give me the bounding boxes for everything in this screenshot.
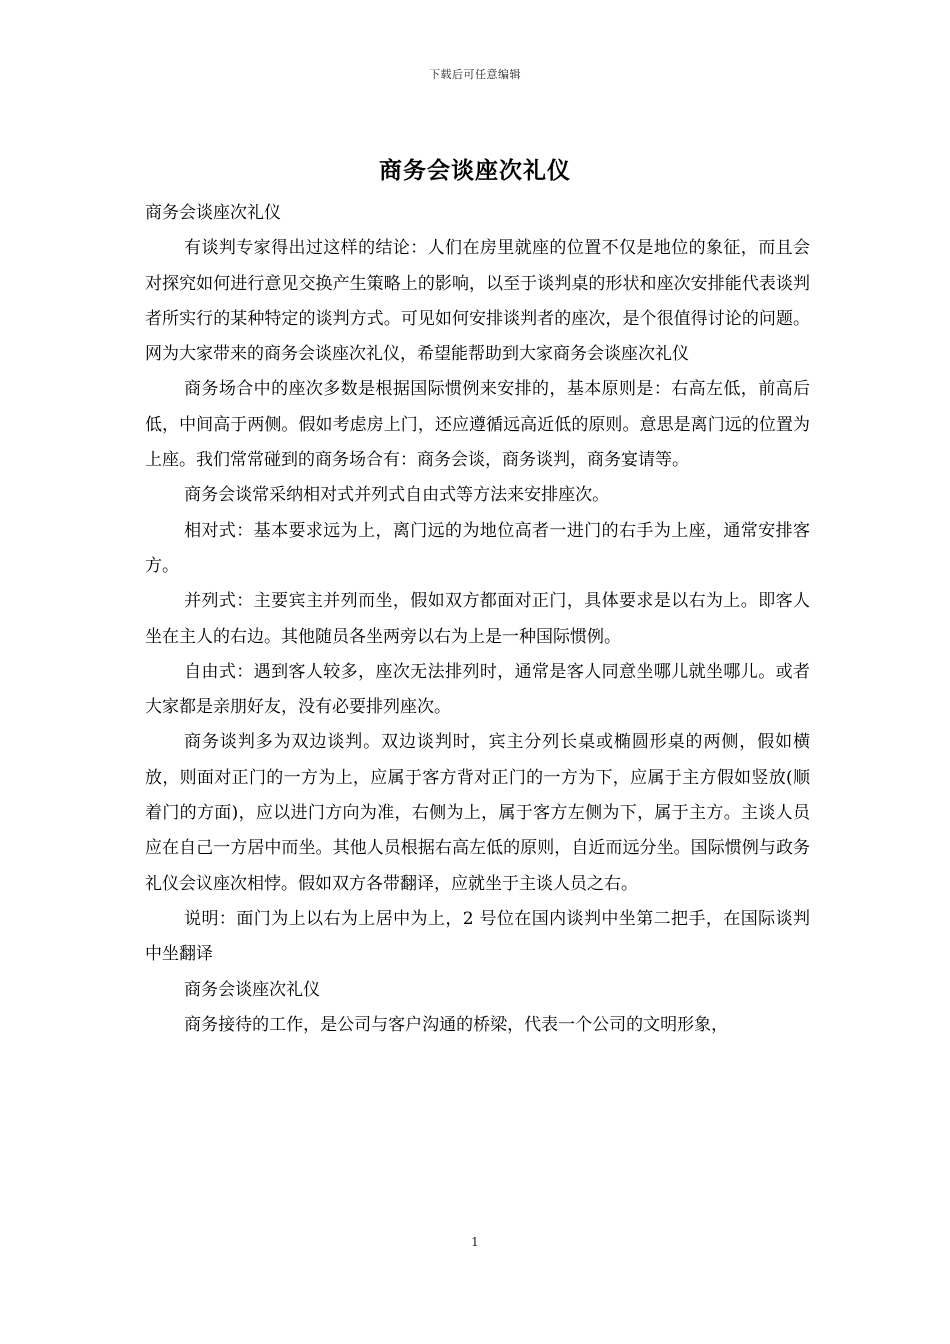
paragraph-side-by-side-style: 并列式：主要宾主并列而坐，假如双方都面对正门，具体要求是以右为上。即客人坐在主人的右边。其他随员各坐两旁以右为上是一种国际惯例。 xyxy=(145,591,810,647)
document-body xyxy=(145,196,810,1043)
page-number: 1 xyxy=(471,1235,479,1249)
paragraph-facing-style: 相对式：基本要求远为上，离门远的为地位高者一进门的右手为上座，通常安排客方。 xyxy=(145,520,810,576)
paragraph-section-heading: 商务会谈座次礼仪 xyxy=(184,979,321,1000)
paragraph-explanation: 说明：面门为上以右为上居中为上，2 号位在国内谈判中坐第二把手，在国际谈判中坐翻译 xyxy=(145,908,810,965)
paragraph-methods: 商务会谈常采纳相对式并列式自由式等方法来安排座次。 xyxy=(184,485,610,506)
paragraph-free-style: 自由式：遇到客人较多，座次无法排列时，通常是客人同意坐哪儿就坐哪儿。或者大家都是亲朋好友，没有必要排列座次。 xyxy=(145,661,810,718)
document-title: 商务会谈座次礼仪 xyxy=(379,158,571,184)
paragraph-intro: 有谈判专家得出过这样的结论：人们在房里就座的位置不仅是地位的象征，而且会对探究如何进行意见交换产生策略上的影响，以至于谈判桌的形状和座次安排能代表谈判者所实行的某种特定的谈判方式。可见如何安排谈判者的座次，是个很值得讨论的问题。网为大家带来的商务会谈座次礼仪，希望能帮助到大家商务会谈座次礼仪 xyxy=(145,238,810,365)
paragraph-subtitle: 商务会谈座次礼仪 xyxy=(145,203,281,223)
paragraph-principles: 商务场合中的座次多数是根据国际惯例来安排的，基本原则是：右高左低，前高后低，中间高于两侧。假如考虑房上门，还应遵循远高近低的原则。意思是离门远的位置为上座。我们常常碰到的商务场合有：商务会谈，商务谈判，商务宴请等。 xyxy=(145,379,810,471)
paragraph-bilateral-negotiation: 商务谈判多为双边谈判。双边谈判时，宾主分列长桌或椭圆形桌的两侧，假如横放，则面对正门的一方为上，应属于客方背对正门的一方为下，应属于主方假如竖放(顺着门的方面)，应以进门方向为准，右侧为上，属于客方左侧为下，属于主方。主谈人员应在自己一方居中而坐。其他人员根据右高左低的原则，自近而远分坐。国际惯例与政务礼仪会议座次相悖。假如双方各带翻译，应就坐于主谈人员之右。 xyxy=(145,732,810,894)
paragraph-reception: 商务接待的工作，是公司与客户沟通的桥梁，代表一个公司的文明形象， xyxy=(184,1014,729,1035)
page-header-note: 下载后可任意编辑 xyxy=(429,68,521,81)
